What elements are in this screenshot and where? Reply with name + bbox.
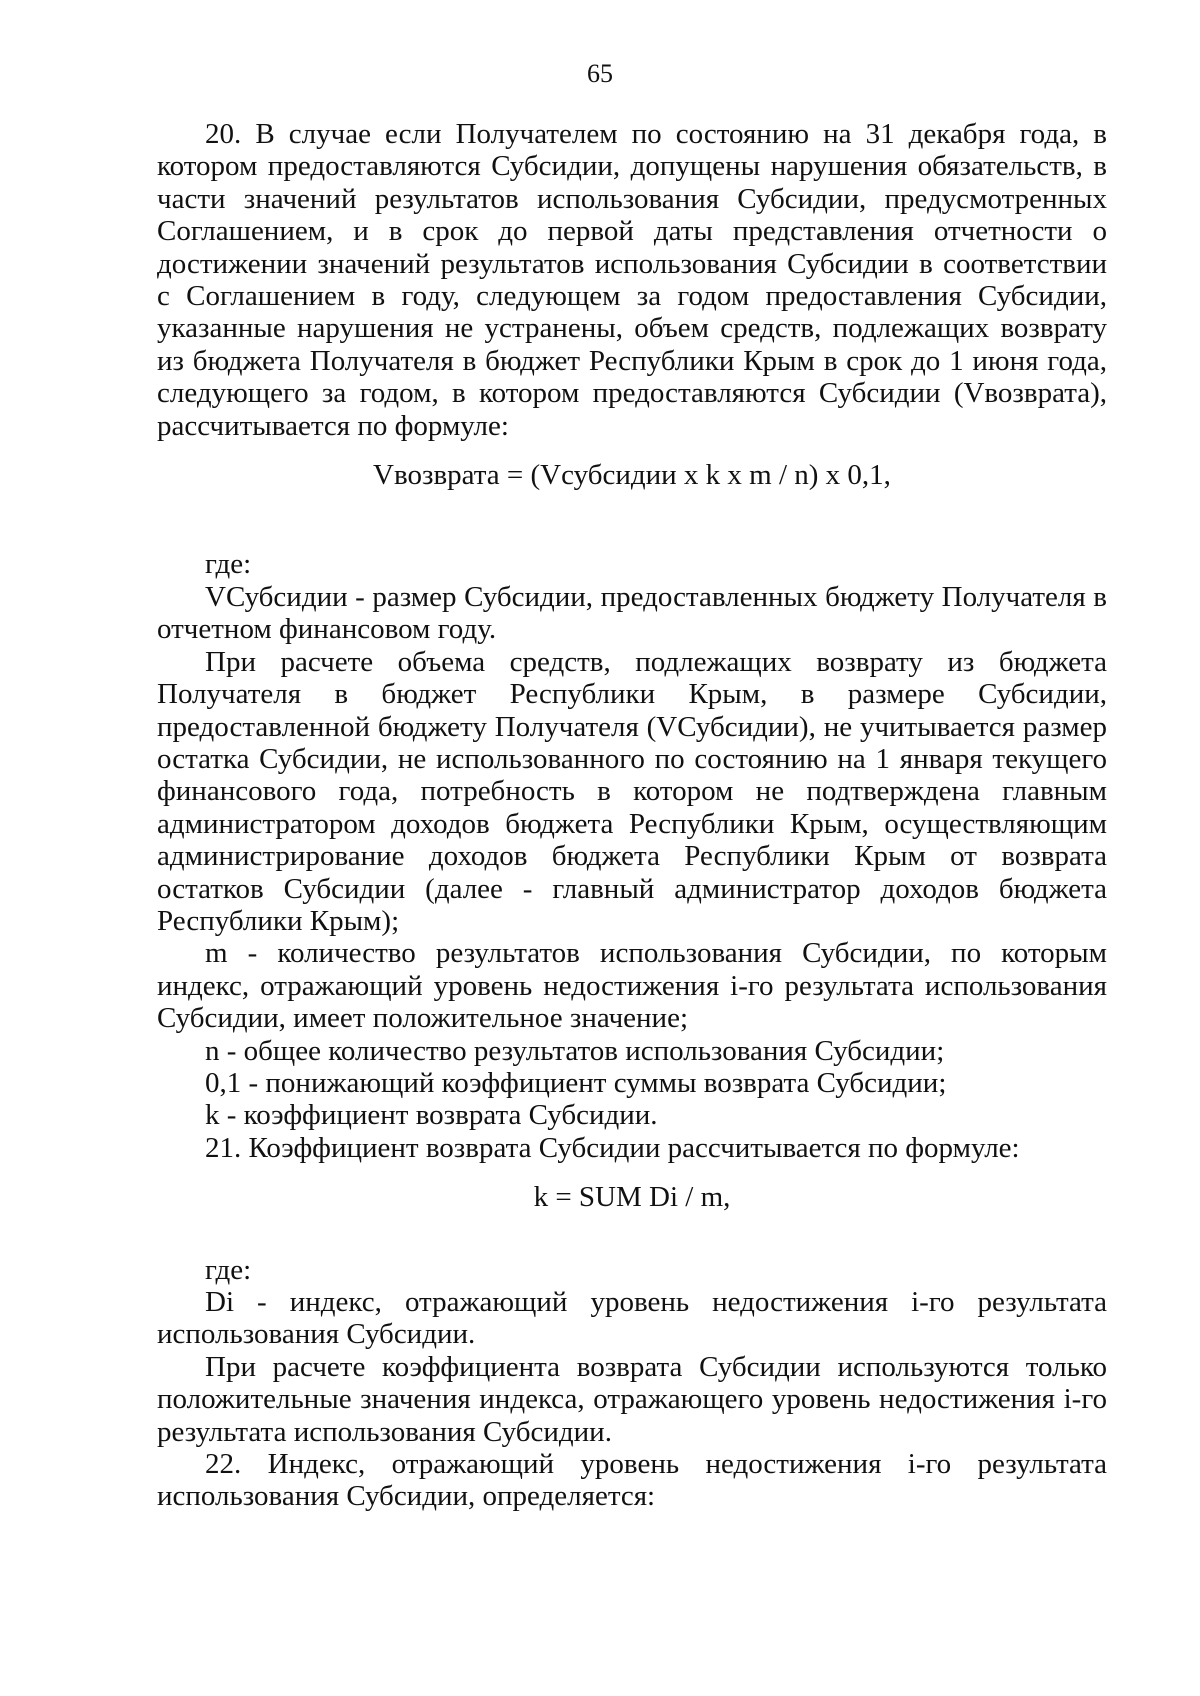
definition-m: m - количество результатов использования Субсидии, по которым индекс, отражающий уровень недостижения i-го результата использования Субсидии, имеет положительное значение; bbox=[157, 937, 1107, 1035]
paragraph-21: 21. Коэффициент возврата Субсидии рассчитывается по формуле: bbox=[205, 1131, 1020, 1164]
paragraph-22: 22. Индекс, отражающий уровень недостижения i-го результата использования Субсидии, определяется: bbox=[157, 1448, 1107, 1513]
formula-v-return: Vвозврата = (Vсубсидии x k x m / n) x 0,1, bbox=[373, 459, 891, 492]
paragraph-calculation-note: При расчете объема средств, подлежащих возврату из бюджета Получателя в бюджет Республики Крым, в размере Субсидии, предоставленной бюджету Получателя (VСубсидии), не учитывается размер остатка Субсидии, не использованного по состоянию на 1 января текущего финансового года, потребность в котором не подтверждена главным администратором доходов бюджета Республики Крым, осуществляющим администрирование доходов бюджета Республики Крым от возврата остатков Субсидии (далее - главный администратор доходов бюджета Республики Крым); bbox=[157, 645, 1107, 937]
definition-k: k - коэффициент возврата Субсидии. bbox=[205, 1099, 658, 1132]
where-label: где: bbox=[205, 1253, 252, 1286]
paragraph-coefficient-note: При расчете коэффициента возврата Субсидии используются только положительные значения индекса, отражающего уровень недостижения i-го результата использования Субсидии. bbox=[157, 1350, 1107, 1448]
paragraph-20: 20. В случае если Получателем по состоянию на 31 декабря года, в котором предоставляются Субсидии, допущены нарушения обязательств, в части значений результатов использования Субсидии, предусмотренных Соглашением, и в срок до первой даты представления отчетности о достижении значений результатов использования Субсидии в соответствии с Соглашением в году, следующем за годом предоставления Субсидии, указанные нарушения не устранены, объем средств, подлежащих возврату из бюджета Получателя в бюджет Республики Крым в срок до 1 июня года, следующего за годом, в котором предоставляются Субсидии (Vвозврата), рассчитывается по формуле: bbox=[157, 118, 1107, 442]
definition-n: n - общее количество результатов использования Субсидии; bbox=[205, 1034, 945, 1067]
where-label: где: bbox=[205, 548, 252, 581]
definition-reduction-coefficient: 0,1 - понижающий коэффициент суммы возврата Субсидии; bbox=[205, 1066, 947, 1099]
definition-v-subsidy: VСубсидии - размер Субсидии, предоставленных бюджету Получателя в отчетном финансовом году. bbox=[157, 580, 1107, 646]
document-body bbox=[157, 118, 1107, 1513]
formula-k: k = SUM Di / m, bbox=[533, 1181, 731, 1214]
definition-di: Di - индекс, отражающий уровень недостижения i-го результата использования Субсидии. bbox=[157, 1286, 1107, 1351]
page-number: 65 bbox=[587, 59, 613, 88]
